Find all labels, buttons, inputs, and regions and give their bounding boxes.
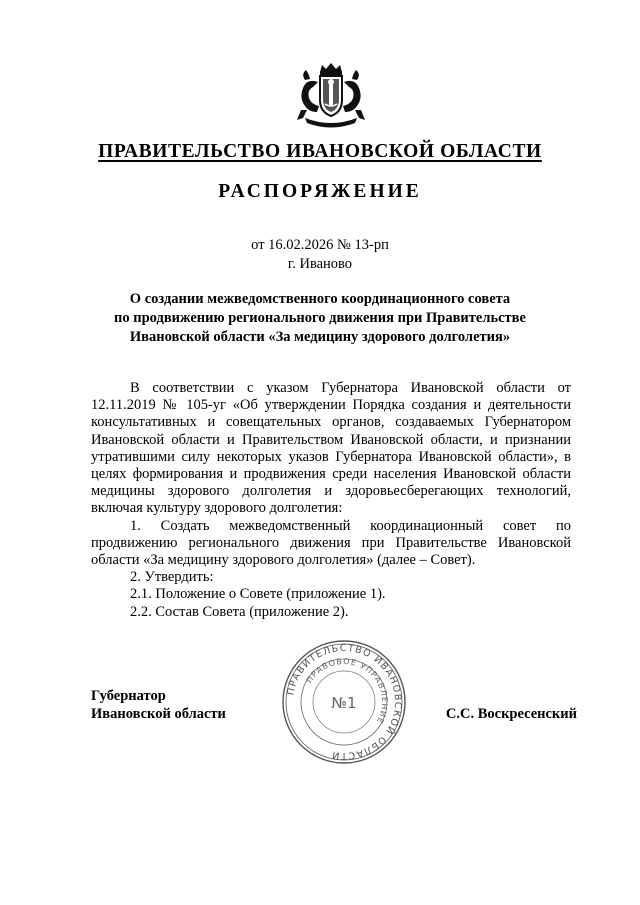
body-paragraph-preamble: В соответствии с указом Губернатора Ивановской области от 12.11.2019 № 105-уг «Об утверждении Порядка создания и деятельности консультативных и совещательных органов, создаваемых Губернатором Ивановской области и Правительством Ивановской области, и признании утратившими силу некоторых указов Губернатора Ивановской области», в целях формирования и продвижения среди населения Ивановской области медицины здорового долголетия и здоровьесберегающих технологий, включая культуру здорового долголетия:: [91, 380, 571, 517]
document-city: г. Иваново: [287, 256, 353, 272]
svg-text:№1: №1: [331, 694, 357, 712]
official-stamp-icon: [280, 638, 408, 766]
coat-of-arms-icon: [291, 60, 371, 130]
document-subject: [80, 290, 560, 347]
government-title: ПРАВИТЕЛЬСТВО ИВАНОВСКОЙ ОБЛАСТИ: [98, 141, 542, 162]
subject-line: по продвижению регионального движения при Правительстве: [114, 310, 526, 326]
signatory-position-line: Ивановской области: [91, 705, 226, 722]
body-paragraph-item-1: 1. Создать межведомственный координационный совет по продвижению регионального движения при Правительстве Ивановской области «За медицину здорового долголетия» (далее – Совет).: [91, 517, 571, 569]
body-paragraph-item-2: 2. Утвердить:: [130, 569, 214, 586]
document-body: [91, 380, 571, 621]
subject-line: Ивановской области «За медицину здорового долголетия»: [129, 329, 511, 345]
body-paragraph-item-2-1: 2.1. Положение о Совете (приложение 1).: [130, 586, 386, 603]
signatory-position: [91, 688, 226, 723]
document-type-title: РАСПОРЯЖЕНИЕ: [218, 181, 422, 202]
signatory-name: С.С. Воскресенский: [445, 706, 577, 722]
document-date-number: от 16.02.2026 № 13-рп: [251, 237, 389, 253]
svg-text:ПРАВОВОЕ УПРАВЛЕНИЕ: ПРАВОВОЕ УПРАВЛЕНИЕ: [304, 656, 390, 726]
svg-text:ПРАВИТЕЛЬСТВО ИВАНОВСКОЙ ОБЛАС: ПРАВИТЕЛЬСТВО ИВАНОВСКОЙ ОБЛАСТИ: [285, 642, 404, 762]
subject-line: О создании межведомственного координационного совета: [129, 291, 511, 307]
signatory-position-line: Губернатор: [91, 688, 166, 704]
body-paragraph-item-2-2: 2.2. Состав Совета (приложение 2).: [130, 603, 349, 620]
